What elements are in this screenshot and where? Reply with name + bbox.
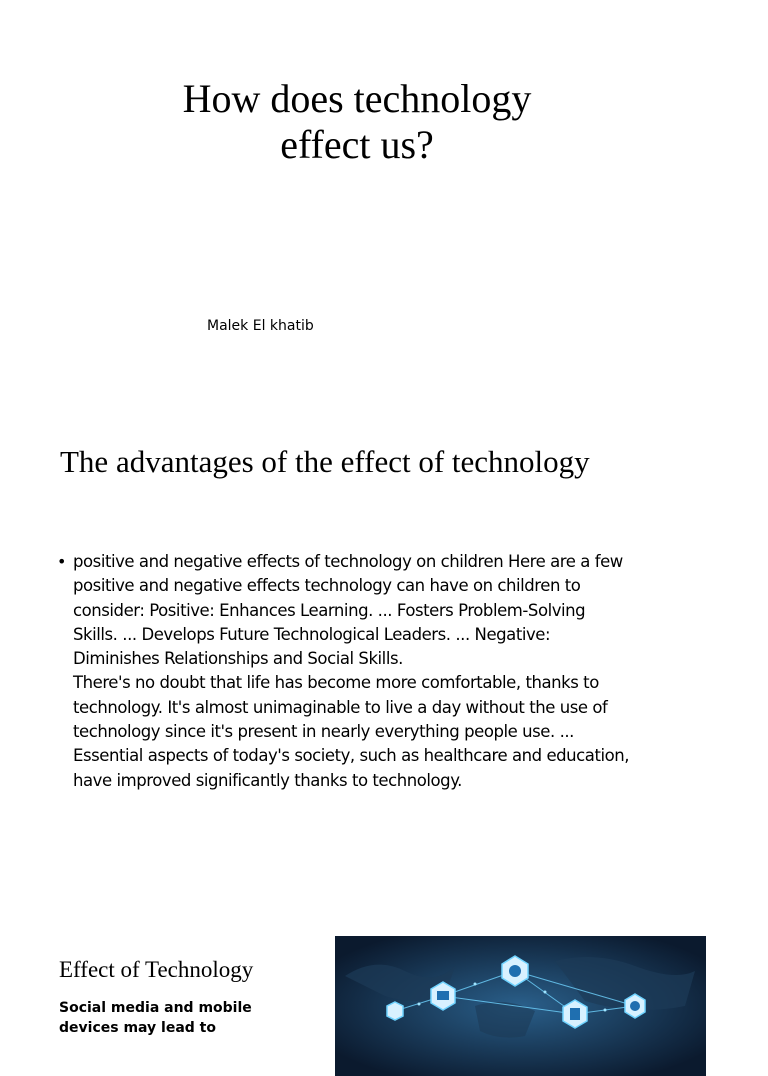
bullet-text-line: Skills. ... Develops Future Technological Leaders. ... Negative: (73, 624, 551, 644)
bullet-text-line: technology. It's almost unimaginable to live a day without the use of (73, 697, 608, 717)
bullet-text-line: have improved significantly thanks to technology. (73, 770, 462, 790)
bullet-icon: • (57, 552, 66, 571)
title-line-1: How does technology (182, 76, 532, 121)
bullet-text-line: Essential aspects of today's society, such as healthcare and education, (73, 746, 630, 766)
bullet-text-line: technology since it's present in nearly everything people use. ... (73, 722, 574, 742)
effect-body-text (59, 998, 289, 1038)
technology-network-image (335, 936, 706, 1076)
bullet-text-line: There's no doubt that life has become more comfortable, thanks to (73, 673, 599, 693)
bullet-list (57, 550, 717, 793)
bullet-text-line: consider: Positive: Enhances Learning. ... Fosters Problem-Solving (73, 600, 586, 620)
title-line-2: effect us? (280, 122, 434, 167)
effect-text-line-2: devices may lead to (59, 1020, 216, 1036)
author-name: Malek El khatib (207, 318, 314, 334)
effect-heading: Effect of Technology (59, 957, 254, 982)
bullet-text-line: positive and negative effects technology can have on children to (73, 576, 581, 596)
list-item (57, 550, 717, 793)
effect-slide (0, 904, 768, 1036)
presentation-title (100, 76, 614, 168)
advantages-heading: The advantages of the effect of technology (60, 444, 590, 479)
title-slide (0, 0, 768, 384)
bullet-text-line: positive and negative effects of technology on children Here are a few (73, 552, 623, 571)
bullet-text-line: Diminishes Relationships and Social Skills. (73, 649, 403, 669)
advantages-slide (0, 384, 768, 904)
effect-text-line-1: Social media and mobile (59, 1000, 252, 1016)
network-illustration-icon (335, 936, 706, 1076)
